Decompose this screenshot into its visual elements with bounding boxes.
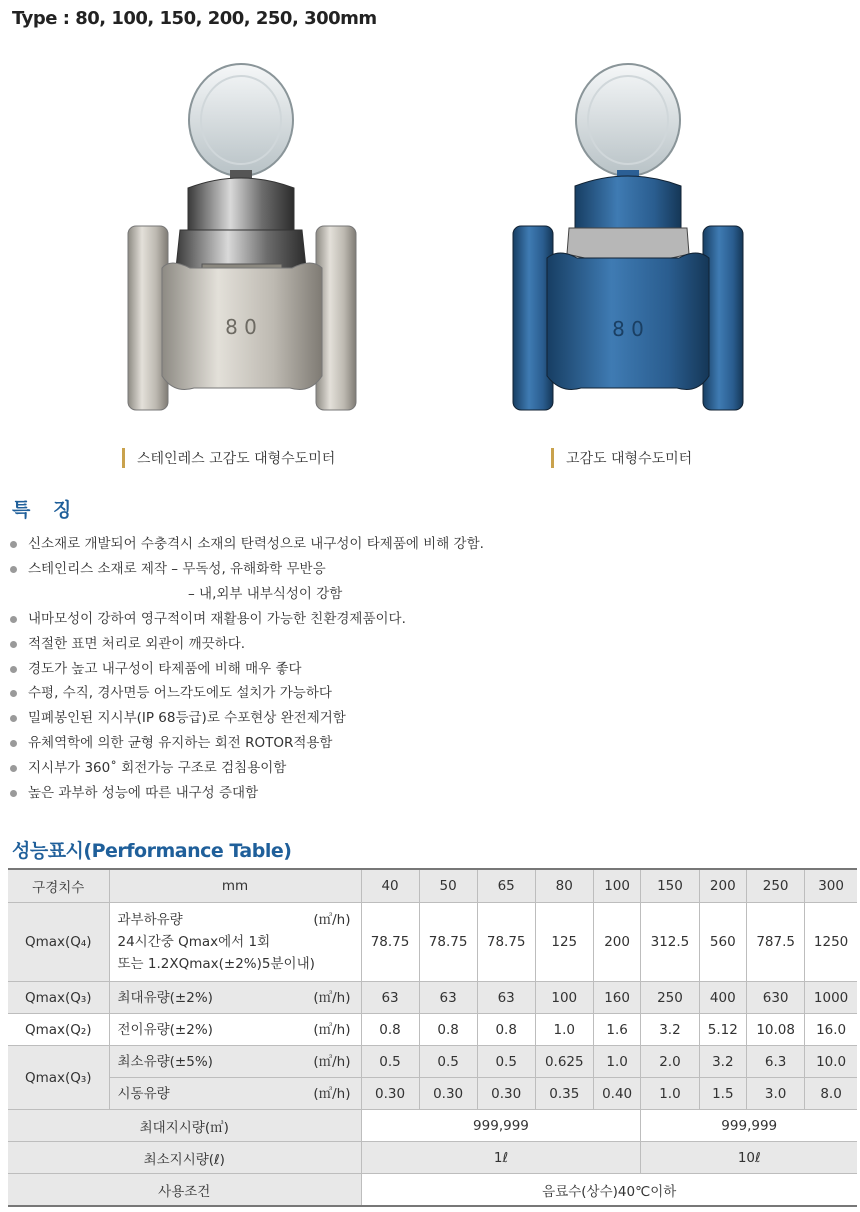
table-row-min-indication bbox=[8, 1142, 857, 1174]
table-cell: 1.5 bbox=[699, 1078, 747, 1110]
table-cell: 음료수(상수)40℃이하 bbox=[361, 1174, 857, 1207]
table-cell: 3.2 bbox=[699, 1046, 747, 1078]
table-cell: 16.0 bbox=[805, 1014, 857, 1046]
table-cell: 6.3 bbox=[747, 1046, 805, 1078]
performance-table-title: 성능표시(Performance Table) bbox=[12, 840, 292, 862]
feature-item: 신소재로 개발되어 수충격시 소재의 탄력성으로 내구성이 타제품에 비해 강함. bbox=[8, 532, 848, 557]
blue-meter-marking: 8 0 bbox=[612, 317, 644, 341]
header-size: 100 bbox=[593, 869, 641, 903]
table-cell: 78.75 bbox=[477, 903, 535, 982]
table-cell: 312.5 bbox=[641, 903, 699, 982]
stainless-meter-image bbox=[110, 58, 370, 418]
table-cell: 999,999 bbox=[361, 1110, 641, 1142]
table-row-q3 bbox=[8, 982, 857, 1014]
table-cell: 560 bbox=[699, 903, 747, 982]
caption-bar bbox=[551, 448, 554, 468]
row-name: 전이유량(±2%) (㎥/h) bbox=[109, 1014, 361, 1046]
caption-blue bbox=[551, 448, 692, 468]
header-size: 200 bbox=[699, 869, 747, 903]
performance-table bbox=[8, 868, 857, 1207]
row-label: Qmax(Q₃) bbox=[8, 982, 109, 1014]
feature-item: 내마모성이 강하여 영구적이며 재활용이 가능한 친환경제품이다. bbox=[8, 607, 848, 632]
feature-item: 수평, 수직, 경사면등 어느각도에도 설치가 가능하다 bbox=[8, 681, 848, 706]
table-row-max-indication bbox=[8, 1110, 857, 1142]
table-cell: 1250 bbox=[805, 903, 857, 982]
features-list bbox=[8, 532, 848, 806]
feature-item: 경도가 높고 내구성이 타제품에 비해 매우 좋다 bbox=[8, 657, 848, 682]
bullet-icon bbox=[10, 666, 17, 673]
table-cell: 63 bbox=[477, 982, 535, 1014]
caption-blue-text: 고감도 대형수도미터 bbox=[566, 451, 693, 467]
table-cell: 160 bbox=[593, 982, 641, 1014]
table-cell: 3.2 bbox=[641, 1014, 699, 1046]
row-name: 시동유량 (㎥/h) bbox=[109, 1078, 361, 1110]
table-cell: 100 bbox=[535, 982, 593, 1014]
bullet-icon bbox=[10, 616, 17, 623]
header-cell: mm bbox=[109, 869, 361, 903]
row-label: Qmax(Q₃) bbox=[8, 1046, 109, 1110]
bullet-icon bbox=[10, 690, 17, 697]
table-cell: 1000 bbox=[805, 982, 857, 1014]
table-cell: 1.0 bbox=[593, 1046, 641, 1078]
table-cell: 0.5 bbox=[477, 1046, 535, 1078]
row-name: 사용조건 bbox=[8, 1174, 361, 1207]
table-cell: 0.40 bbox=[593, 1078, 641, 1110]
bullet-icon bbox=[10, 715, 17, 722]
table-cell: 2.0 bbox=[641, 1046, 699, 1078]
header-size: 65 bbox=[477, 869, 535, 903]
table-cell: 200 bbox=[593, 903, 641, 982]
table-cell: 5.12 bbox=[699, 1014, 747, 1046]
table-cell: 0.35 bbox=[535, 1078, 593, 1110]
bullet-icon bbox=[10, 641, 17, 648]
table-cell: 0.5 bbox=[419, 1046, 477, 1078]
bullet-icon bbox=[10, 790, 17, 797]
table-cell: 78.75 bbox=[361, 903, 419, 982]
table-cell: 1.0 bbox=[641, 1078, 699, 1110]
feature-item: 유체역학에 의한 균형 유지하는 회전 ROTOR적용함 bbox=[8, 731, 848, 756]
table-cell: 78.75 bbox=[419, 903, 477, 982]
table-cell: 1.0 bbox=[535, 1014, 593, 1046]
bullet-icon bbox=[10, 566, 17, 573]
row-name: 최대지시량(㎥) bbox=[8, 1110, 361, 1142]
row-label: Qmax(Q₄) bbox=[8, 903, 109, 982]
caption-bar bbox=[122, 448, 125, 468]
table-cell: 0.8 bbox=[419, 1014, 477, 1046]
header-size: 150 bbox=[641, 869, 699, 903]
stainless-meter-marking: 8 0 bbox=[225, 315, 257, 339]
table-row-start bbox=[8, 1078, 857, 1110]
header-size: 50 bbox=[419, 869, 477, 903]
header-size: 300 bbox=[805, 869, 857, 903]
type-title: Type : 80, 100, 150, 200, 250, 300mm bbox=[12, 8, 377, 29]
feature-item: 높은 과부하 성능에 따른 내구성 증대함 bbox=[8, 781, 848, 806]
row-name: 최대유량(±2%) (㎥/h) bbox=[109, 982, 361, 1014]
table-cell: 0.30 bbox=[477, 1078, 535, 1110]
table-cell: 630 bbox=[747, 982, 805, 1014]
header-size: 40 bbox=[361, 869, 419, 903]
table-header-row bbox=[8, 869, 857, 903]
row-label: Qmax(Q₂) bbox=[8, 1014, 109, 1046]
table-cell: 1ℓ bbox=[361, 1142, 641, 1174]
bullet-icon bbox=[10, 541, 17, 548]
caption-stainless bbox=[122, 448, 335, 468]
table-cell: 0.625 bbox=[535, 1046, 593, 1078]
feature-item: 밀폐봉인된 지시부(IP 68등급)로 수포현상 완전제거함 bbox=[8, 706, 848, 731]
bullet-icon bbox=[10, 765, 17, 772]
row-name: 과부하유량 (㎥/h) 24시간중 Qmax에서 1회 또는 1.2XQmax(±2%)5분이내) bbox=[109, 903, 361, 982]
row-name: 최소지시량(ℓ) bbox=[8, 1142, 361, 1174]
table-cell: 8.0 bbox=[805, 1078, 857, 1110]
header-size: 250 bbox=[747, 869, 805, 903]
table-cell: 10.0 bbox=[805, 1046, 857, 1078]
table-cell: 999,999 bbox=[641, 1110, 857, 1142]
table-row-q4 bbox=[8, 903, 857, 982]
blue-meter-image bbox=[505, 58, 765, 418]
table-cell: 125 bbox=[535, 903, 593, 982]
table-cell: 10ℓ bbox=[641, 1142, 857, 1174]
table-cell: 63 bbox=[419, 982, 477, 1014]
table-cell: 10.08 bbox=[747, 1014, 805, 1046]
header-size: 80 bbox=[535, 869, 593, 903]
table-cell: 0.30 bbox=[419, 1078, 477, 1110]
bullet-icon bbox=[10, 740, 17, 747]
feature-item: 적절한 표면 처리로 외관이 깨끗하다. bbox=[8, 632, 848, 657]
table-cell: 63 bbox=[361, 982, 419, 1014]
features-title: 특 징 bbox=[12, 499, 80, 521]
table-cell: 400 bbox=[699, 982, 747, 1014]
table-cell: 0.8 bbox=[361, 1014, 419, 1046]
table-cell: 250 bbox=[641, 982, 699, 1014]
table-cell: 0.5 bbox=[361, 1046, 419, 1078]
table-cell: 0.30 bbox=[361, 1078, 419, 1110]
table-cell: 0.8 bbox=[477, 1014, 535, 1046]
caption-stainless-text: 스테인레스 고감도 대형수도미터 bbox=[137, 451, 336, 467]
feature-item: 스테인리스 소재로 제작 – 무독성, 유해화학 무반응 bbox=[8, 557, 848, 582]
table-row-conditions bbox=[8, 1174, 857, 1207]
table-cell: 3.0 bbox=[747, 1078, 805, 1110]
row-name: 최소유량(±5%) (㎥/h) bbox=[109, 1046, 361, 1078]
table-cell: 787.5 bbox=[747, 903, 805, 982]
table-cell: 1.6 bbox=[593, 1014, 641, 1046]
table-row-q2 bbox=[8, 1014, 857, 1046]
table-row-q1 bbox=[8, 1046, 857, 1078]
feature-item: 지시부가 360˚ 회전가능 구조로 검침용이함 bbox=[8, 756, 848, 781]
header-cell: 구경치수 bbox=[8, 869, 109, 903]
feature-item-continuation: – 내,외부 내부식성이 강함 bbox=[188, 585, 343, 602]
